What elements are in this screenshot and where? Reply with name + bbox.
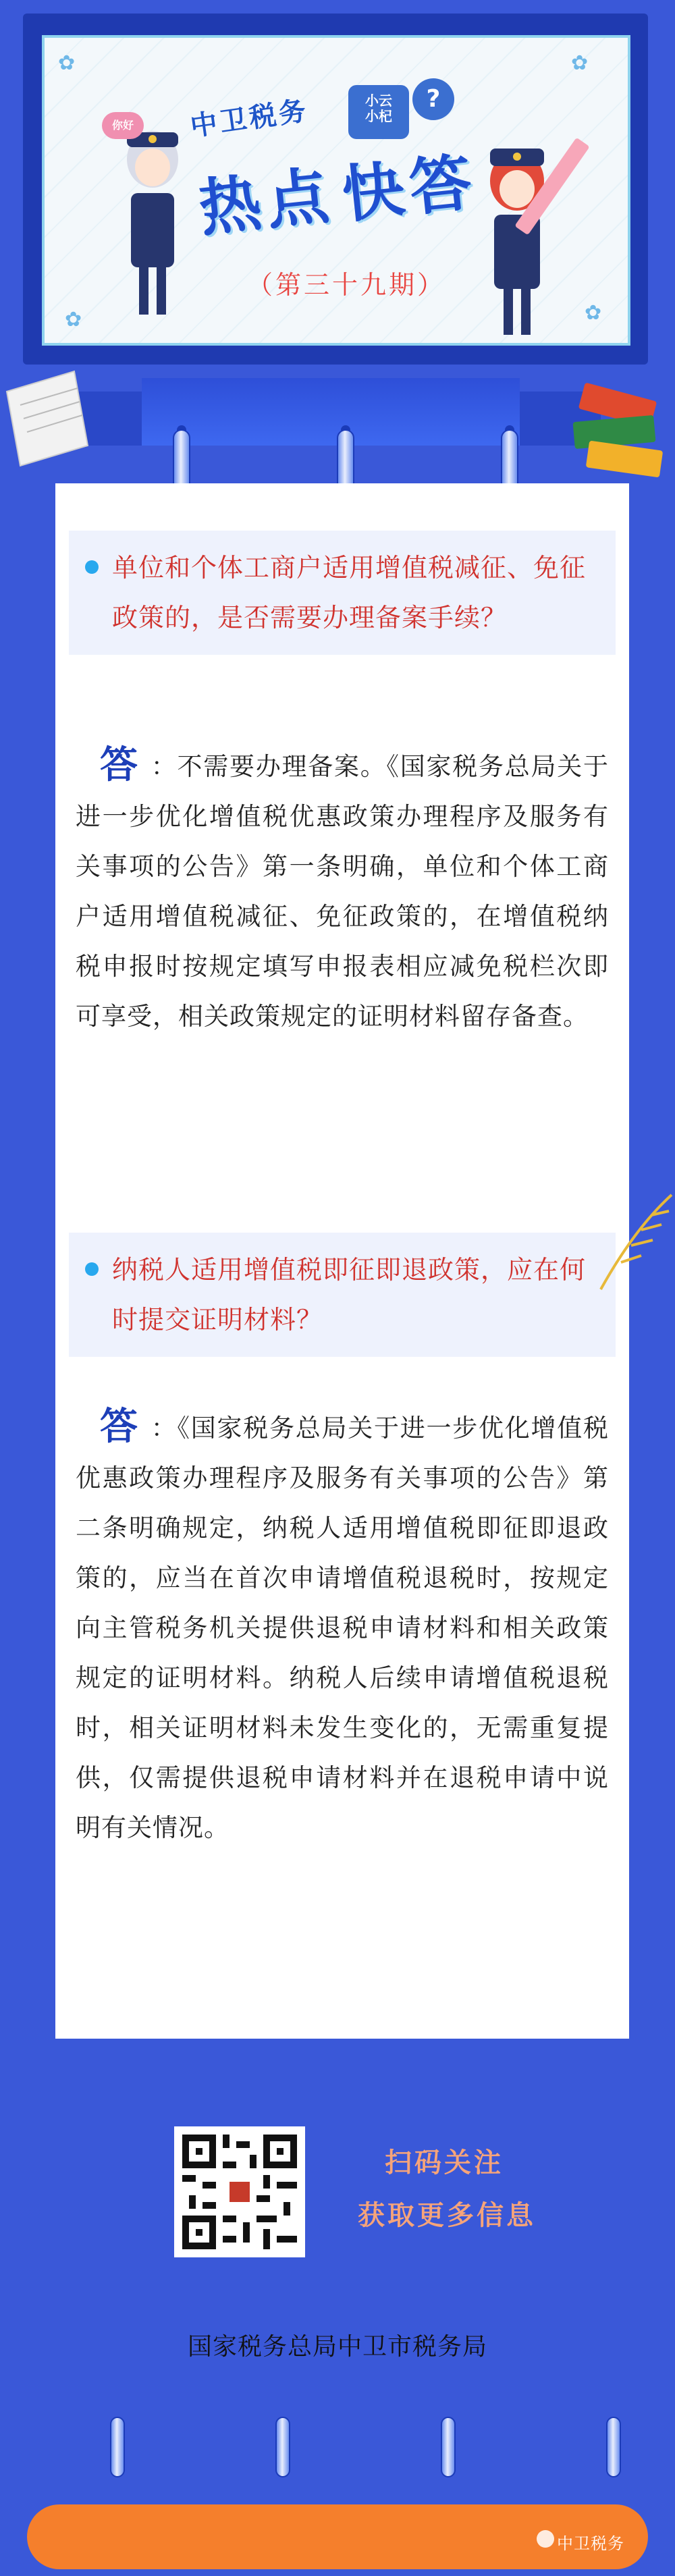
- qr-code[interactable]: [174, 2126, 305, 2257]
- main-title-hot: 热点: [195, 159, 338, 246]
- bullet-dot-icon: [85, 1262, 99, 1276]
- binder-ring: [275, 2417, 290, 2477]
- watermark-text: 中卫税务: [557, 2534, 624, 2553]
- ribbon-bar: [142, 378, 520, 446]
- question-text-1: 单位和个体工商户适用增值税减征、免征政策的，是否需要办理备案手续？: [112, 553, 587, 633]
- answer-block-1: [76, 740, 609, 1042]
- answer-text-1: ：不需要办理备案。《国家税务总局关于进一步优化增值税优惠政策办理程序及服务有关事项的公告》第一条明确，单位和个体工商户适用增值税减征、免征政策的，在增值税纳税申报时按规定填写申报表相应减免税栏次即可享受，相关政策规定的证明材料留存备查。: [76, 752, 609, 1031]
- flower-icon: ✿: [585, 301, 602, 325]
- qa-card: [55, 483, 629, 2039]
- flower-icon: ✿: [58, 51, 76, 75]
- bullet-dot-icon: [85, 560, 99, 574]
- scan-follow-text: 扫码关注: [385, 2147, 504, 2178]
- answer-text-2: ：《国家税务总局关于进一步优化增值税优惠政策办理程序及服务有关事项的公告》第二条明确规定，纳税人适用增值税即征即退政策的，应当在首次申请增值税退税时，按规定向主管税务机关提供退税申请材料和相关政策规定的证明材料。纳税人后续申请增值税退税时，相关证明材料未发生变化的，无需重复提供，仅需提供退税申请材料并在退税申请中说明有关情况。: [76, 1414, 609, 1842]
- answer-mark-1: 答: [100, 743, 139, 787]
- issue-label: （第三十九期）: [247, 270, 446, 300]
- assistant-badge: 小云 小杞: [348, 85, 409, 139]
- greeting-badge: 你好: [102, 112, 144, 139]
- question-box-2: [69, 1233, 616, 1357]
- main-title-answer: 快答: [338, 145, 481, 232]
- books-stack-icon: [560, 371, 675, 486]
- question-text-2: 纳税人适用增值税即征即退政策，应在何时提交证明材料？: [112, 1255, 587, 1335]
- leaf-decoration: [594, 1188, 675, 1296]
- tax-officer-male-illustration: [477, 139, 558, 342]
- answer-mark-2: 答: [100, 1404, 139, 1449]
- wechat-icon: [537, 2530, 554, 2548]
- header-banner: [42, 35, 630, 346]
- flower-icon: ✿: [65, 308, 82, 331]
- binder-ring: [606, 2417, 621, 2477]
- answer-block-2: [76, 1401, 609, 1853]
- question-bubble-icon: ?: [412, 78, 454, 120]
- flower-icon: ✿: [571, 51, 589, 75]
- question-box-1: [69, 531, 616, 655]
- more-info-text: 获取更多信息: [358, 2200, 536, 2231]
- binder-ring: [110, 2417, 125, 2477]
- tax-officer-female-illustration: [112, 119, 193, 321]
- bottom-orange-bar: [27, 2504, 648, 2569]
- organization-name: 国家税务总局中卫市税务局: [187, 2333, 487, 2361]
- binder-ring: [441, 2417, 456, 2477]
- book-icon: [0, 365, 94, 473]
- org-title: 中卫税务: [188, 95, 310, 142]
